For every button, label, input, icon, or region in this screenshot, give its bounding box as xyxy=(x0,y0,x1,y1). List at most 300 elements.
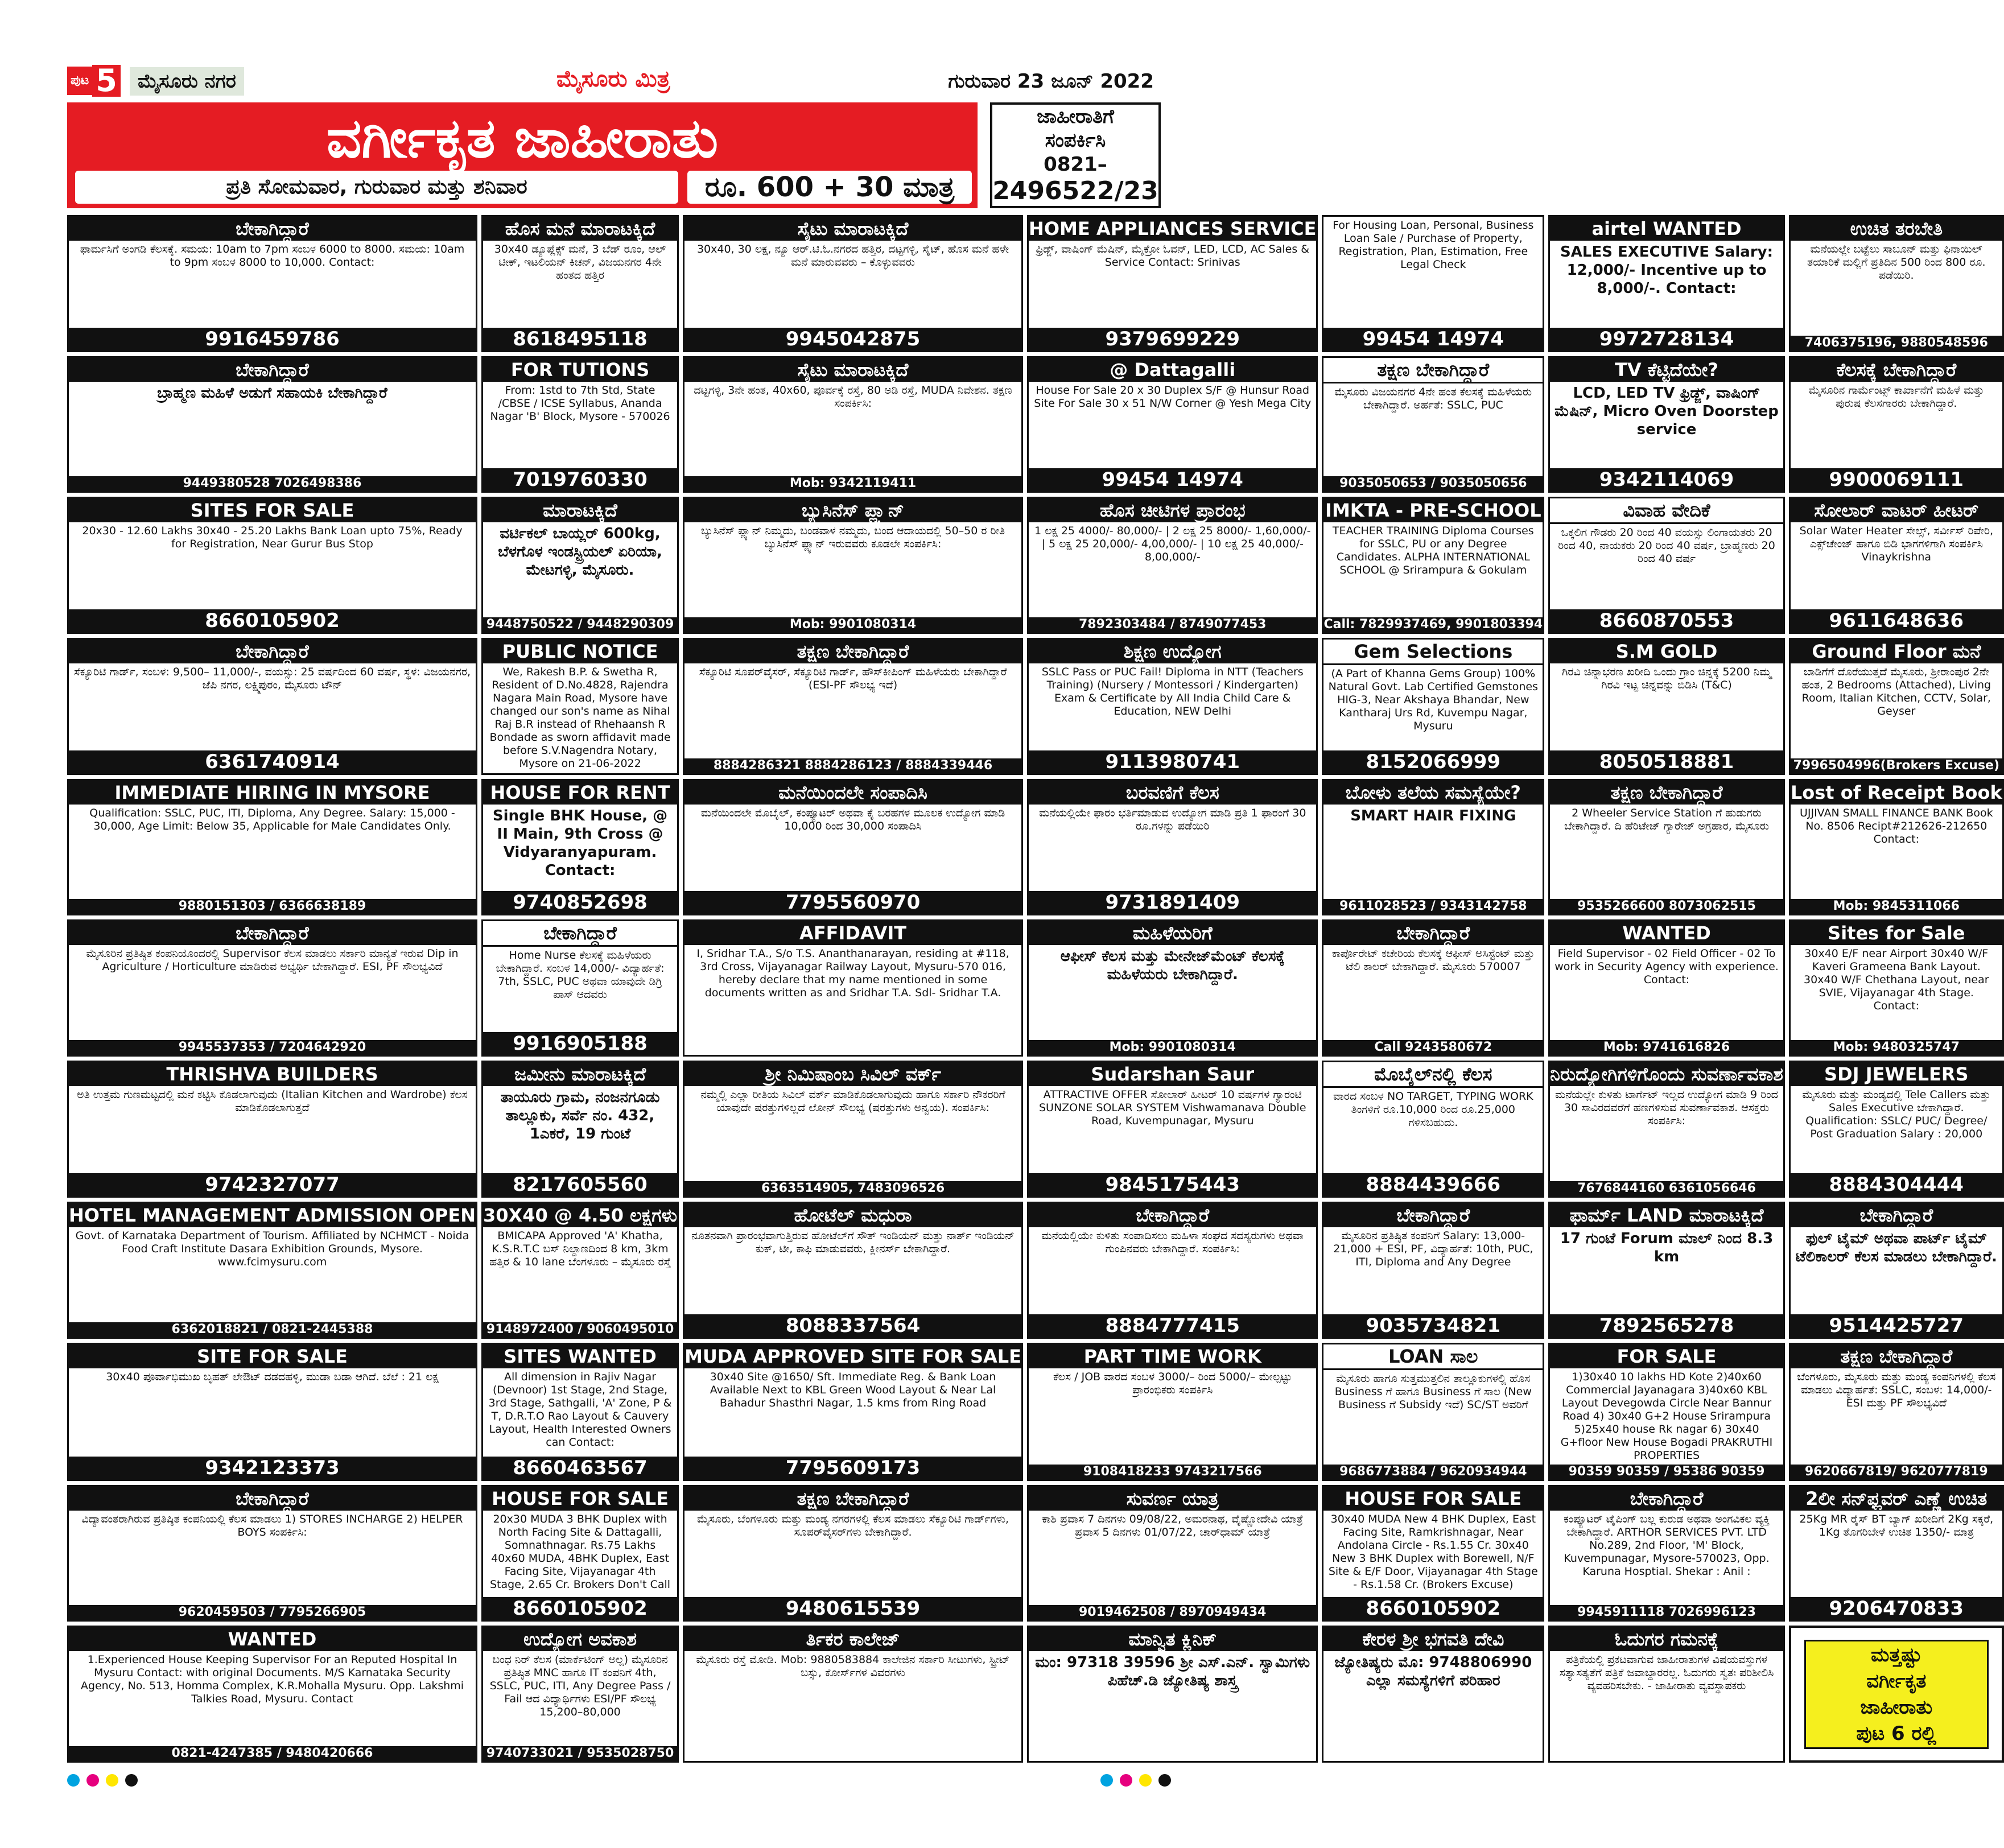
ad-body: ದಟ್ಟಗಳ್ಳಿ, 3ನೇ ಹಂತ, 40x60, ಪೂರ್ವಕ್ಕೆ ರಸ್ತೆ, 80 ಅಡಿ ರಸ್ತೆ, MUDA ನಿವೇಶನ. ತಕ್ಷಣ ಸಂಪರ್ಕಿಸಿ: xyxy=(694,383,1012,410)
ad-heading: ಬರವಣಿಗೆ ಕೆಲಸ xyxy=(1029,781,1316,805)
ad-body: ಮೈಸೂರು ವಿಜಯನಗರ 4ನೇ ಹಂತ ಕೆಲಸಕ್ಕೆ ಮಹಿಳೆಯರು ಬೇಕಾಗಿದ್ದಾರೆ. ಅರ್ಹತೆ: SSLC, PUC xyxy=(1334,385,1532,411)
ad-heading: ಉದ್ಯೋಗ ಅವಕಾಶ xyxy=(483,1627,677,1651)
ad-phone: 9945537353 / 7204642920 xyxy=(69,1040,476,1055)
ad-heading: AFFIDAVIT xyxy=(685,921,1021,945)
classified-ad xyxy=(1322,497,1544,634)
classified-ad xyxy=(1789,1202,2004,1339)
ad-phone: 9916905188 xyxy=(483,1032,677,1055)
ad-heading: SDJ JEWELERS xyxy=(1791,1062,2002,1086)
ad-body: ಜ್ಯೋತಿಷ್ಯರು ಮೊ: 9748806990 ಎಲ್ಲಾ ಸಮಸ್ಯೆಗಳಿಗೆ ಪರಿಹಾರ xyxy=(1334,1654,1532,1690)
ad-phone: 9742327077 xyxy=(69,1173,476,1196)
yellow-dot xyxy=(1139,1774,1152,1787)
classified-ad xyxy=(1548,1485,1785,1622)
classified-ad xyxy=(1548,1343,1785,1481)
ad-heading: ಬೇಕಾಗಿದ್ದಾರೆ xyxy=(69,921,476,945)
ad-phone: 90359 90359 / 95386 90359 xyxy=(1550,1465,1783,1479)
ad-phone: 8618495118 xyxy=(483,328,677,350)
ad-phone: 9035050653 / 9035050656 xyxy=(1323,476,1543,491)
ad-body: ಬ್ಯುಸಿನೆಸ್ ಪ್ಲ್ಯಾನ್ ನಿಮ್ಮದು, ಬಂಡವಾಳ ನಮ್ಮದು, ಬಂದ ಆದಾಯದಲ್ಲಿ 50–50 ರ ರೀತಿ ಬ್ಯುಸಿನೆಸ್ ಪ್ಲ್ಯಾನ್ ಇರುವವರು ಕೂಡಲೇ ಸಂಪರ್ಕಿಸಿ: xyxy=(701,525,1005,551)
classified-ad xyxy=(683,638,1023,775)
yellow-dot xyxy=(106,1774,118,1787)
promo-line: ಜಾಹೀರಾತು xyxy=(1860,1696,1933,1719)
ad-body: Solar Water Heater ಸೇಲ್ಸ್, ಸರ್ವೀಸ್ ರಿಪೇರಿ, ಎಕ್ಸ್‌ಚೇಂಜ್ ಹಾಗೂ ಬಿಡಿ ಭಾಗಗಳಿಗಾಗಿ ಸಂಪರ್ಕಿಸಿ Vinaykrishna xyxy=(1799,525,1994,564)
ad-phone: Mob: 9901080314 xyxy=(685,617,1021,632)
ad-heading: ಬೋಳು ತಲೆಯ ಸಮಸ್ಯೆಯೇ? xyxy=(1323,781,1543,805)
ad-heading: ಹೋಟೆಲ್ ಮಧುರಾ xyxy=(685,1203,1021,1227)
ad-phone: 8884777415 xyxy=(1029,1314,1316,1337)
classified-ad xyxy=(1027,497,1318,634)
ad-heading: ಫಾರ್ಮ್ LAND ಮಾರಾಟಕ್ಕಿದೆ xyxy=(1550,1203,1783,1227)
ad-heading: ತಕ್ಷಣ ಬೇಕಾಗಿದ್ದಾರೆ xyxy=(685,640,1021,663)
classified-ad xyxy=(1548,638,1785,775)
ad-body: TEACHER TRAINING Diploma Courses for SSLC, PU or any Degree Candidates. ALPHA INTERNATIONAL SCHOOL @ Srirampura & Gokulam xyxy=(1332,525,1534,577)
ad-body: ಬೆಂಗಳೂರು, ಮೈಸೂರು ಮತ್ತು ಮಂಡ್ಯ ಕಂಪನಿಗಳಲ್ಲಿ ಕೆಲಸ ಮಾಡಲು ವಿದ್ಯಾರ್ಹತೆ: SSLC, ಸಂಬಳ: 14,000/- ESI ಮತ್ತು PF ಸೌಲಭ್ಯವಿದೆ xyxy=(1797,1370,1996,1409)
ad-body: ನೂತನವಾಗಿ ಪ್ರಾರಂಭವಾಗುತ್ತಿರುವ ಹೋಟೆಲ್‌ಗೆ ಸೌತ್ ಇಂಡಿಯನ್ ಮತ್ತು ನಾರ್ತ್ ಇಂಡಿಯನ್ ಕುಕ್, ಟೀ, ಕಾಫಿ ಮಾಡುವವರು, ಕ್ಲೀನರ್ಸ್ ಬೇಕಾಗಿದ್ದಾರೆ. xyxy=(691,1229,1015,1255)
ad-heading: Sites for Sale xyxy=(1791,921,2002,945)
classified-ad xyxy=(1789,919,2004,1057)
ad-body: Qualification: SSLC, PUC, ITI, Diploma, Any Degree. Salary: 15,000 - 30,000, Age Limit: Below 35, Applicable for Male Candidates Only. xyxy=(89,806,455,832)
ad-heading: ಸುವರ್ಣ ಯಾತ್ರ xyxy=(1029,1487,1316,1511)
classified-ad xyxy=(1548,1626,1785,1763)
classified-ad xyxy=(683,215,1023,352)
ad-phone: 0821-4247385 / 9480420666 xyxy=(69,1746,476,1761)
ad-phone: 7892565278 xyxy=(1550,1314,1783,1337)
ad-phone: 9611648636 xyxy=(1791,609,2002,632)
ad-phone: 8152066999 xyxy=(1323,750,1543,773)
ad-phone: 8660105902 xyxy=(1323,1597,1543,1620)
black-dot xyxy=(1158,1774,1171,1787)
ad-heading: Lost of Receipt Book xyxy=(1790,781,2002,803)
ad-heading: SITES WANTED xyxy=(483,1344,677,1368)
classified-ad xyxy=(67,215,477,352)
classified-ad xyxy=(67,1485,477,1622)
ad-body: ಕಂಪ್ಯೂಟರ್ ಟೈಪಿಂಗ್ ಬಲ್ಲ ಕುರುಡ ಅಥವಾ ಅಂಗವಿಕಲ ವ್ಯಕ್ತಿ ಬೇಕಾಗಿದ್ದಾರೆ. ARTHOR SERVICES PVT. LTD No.289, 2nd Floor, 'M' Block, Kuvempunagar, Mysore-570023, Opp. Karuna Hosptial. Shekar : Anil : xyxy=(1564,1512,1770,1578)
ad-phone: 9620459503 / 7795266905 xyxy=(69,1605,476,1620)
contact-line-2: ಸಂಪರ್ಕಿಸಿ xyxy=(1045,129,1106,152)
ad-phone: 9900069111 xyxy=(1791,468,2002,491)
ad-body: SMART HAIR FIXING xyxy=(1350,807,1516,824)
classified-ad xyxy=(67,779,477,916)
classified-ad xyxy=(683,497,1023,634)
ad-phone: 9611028523 / 9343142758 xyxy=(1323,899,1543,914)
classified-ad xyxy=(1789,1343,2004,1481)
promo-line: ಮತ್ತಷ್ಟು xyxy=(1870,1643,1922,1666)
ad-phone: 9342123373 xyxy=(69,1457,476,1479)
newspaper-name: ಮೈಸೂರು ಮಿತ್ರ xyxy=(556,66,670,92)
ad-body: ಬಾಡಿಗೆಗೆ ದೊರೆಯುತ್ತದೆ ಮೈಸೂರು, ಶ್ರೀರಾಂಪುರ 2ನೇ ಹಂತ, 2 Bedrooms (Attached), Living Room, Italian Kitchen, CCTV, Solar, Geyser xyxy=(1801,666,1991,718)
classified-ad xyxy=(481,356,679,493)
ad-body: ಕಾಶಿ ಪ್ರವಾಸ 7 ದಿನಗಳು 09/08/22, ಅಮರನಾಥ, ವೈಷ್ಣೋದೇವಿ ಯಾತ್ರೆ ಪ್ರವಾಸ 5 ದಿನಗಳು 01/07/22, ಚಾರ್‌ಧಾಮ್ ಯಾತ್ರೆ xyxy=(1042,1512,1304,1538)
ad-phone: 99454 14974 xyxy=(1323,328,1543,350)
ad-heading: ಕೆಲಸಕ್ಕೆ ಬೇಕಾಗಿದ್ದಾರೆ xyxy=(1791,358,2002,382)
ad-heading: PUBLIC NOTICE xyxy=(483,640,677,663)
ad-heading: FOR TUTIONS xyxy=(483,358,677,382)
more-classifieds-promo xyxy=(1789,1626,2004,1763)
ad-phone: 8660105902 xyxy=(69,609,476,632)
ad-heading: HOUSE FOR SALE xyxy=(1323,1487,1543,1511)
ad-body: ಆಫೀಸ್ ಕೆಲಸ ಮತ್ತು ಮೇನೇಜ್‌ಮೆಂಟ್ ಕೆಲಸಕ್ಕೆ ಮಹಿಳೆಯರು ಬೇಕಾಗಿದ್ದಾರೆ. xyxy=(1060,948,1285,984)
classified-ad xyxy=(1322,919,1544,1057)
ad-body: SALES EXECUTIVE Salary: 12,000/- Incentive up to 8,000/-. Contact: xyxy=(1560,244,1773,297)
classified-ad xyxy=(1322,1626,1544,1763)
contact-phone: 2496522/23 xyxy=(992,176,1158,205)
ad-phone: Mob: 9901080314 xyxy=(1029,1040,1316,1055)
ad-body: 17 ಗುಂಟೆ Forum ಮಾಲ್ ನಿಂದ 8.3 km xyxy=(1560,1230,1774,1265)
ad-heading: ಮಾನ್ವಿತ ಕ್ಲಿನಿಕ್ xyxy=(1029,1627,1316,1651)
classified-ad xyxy=(67,497,477,634)
classified-ad xyxy=(481,1343,679,1481)
ad-body: ಒಕ್ಕಲಿಗ ಗೌಡರು 20 ರಿಂದ 40 ವಯಸ್ಸು ಲಿಂಗಾಯತರು 20 ರಿಂದ 40, ನಾಯಕರು 20 ರಿಂದ 40 ವರ್ಷ, ಬ್ರಾಹ್ಮಣರು 20 ರಿಂದ 40 ವರ್ಷ xyxy=(1558,526,1775,566)
classified-ad xyxy=(67,1061,477,1198)
classified-ad xyxy=(683,1626,1023,1763)
black-dot xyxy=(125,1774,138,1787)
classified-ad xyxy=(1548,497,1785,634)
ad-body: 25Kg MR ರೈಸ್ BT ಬ್ಯಾಗ್ ಖರೀದಿಗೆ 2Kg ಸಕ್ಕರೆ, 1Kg ತೊಗರಿಬೇಳೆ ಉಚಿತ 1350/- ಮಾತ್ರ xyxy=(1799,1512,1994,1538)
classified-ad xyxy=(683,356,1023,493)
classified-ad xyxy=(1027,1626,1318,1763)
classified-ad xyxy=(1027,1485,1318,1622)
classified-ad xyxy=(481,215,679,352)
ad-phone: 6363514905, 7483096526 xyxy=(685,1181,1021,1196)
ad-phone: 7019760330 xyxy=(483,468,677,491)
classified-ad xyxy=(1548,1061,1785,1198)
cyan-dot xyxy=(67,1774,80,1787)
ad-heading: SITES FOR SALE xyxy=(69,498,476,522)
ad-heading: ಸೈಟು ಮಾರಾಟಕ್ಕಿದೆ xyxy=(685,217,1021,241)
ad-heading: ತಕ್ಷಣ ಬೇಕಾಗಿದ್ದಾರೆ xyxy=(1323,358,1543,383)
ad-body: 1 ಲಕ್ಷ 25 4000/- 80,000/- | 2 ಲಕ್ಷ 25 8000/- 1,60,000/- | 5 ಲಕ್ಷ 25 20,000/- 4,00,000/- | 10 ಲಕ್ಷ 25 40,000/- 8,00,000/- xyxy=(1034,525,1311,564)
ad-phone: 9449380528 7026498386 xyxy=(69,476,476,491)
ad-phone: 8884304444 xyxy=(1791,1173,2002,1196)
ad-phone: 9342114069 xyxy=(1550,468,1783,491)
ad-heading: FOR SALE xyxy=(1550,1344,1783,1368)
promo-line: ವರ್ಗೀಕೃತ xyxy=(1866,1669,1927,1693)
ad-phone: Call: 7829937469, 9901803394 xyxy=(1323,617,1543,632)
classified-ad xyxy=(1548,215,1785,352)
classified-ad xyxy=(1027,356,1318,493)
classified-ad xyxy=(1789,779,2004,916)
contact-line-3: 0821– xyxy=(1044,153,1107,176)
ad-phone: 6361740914 xyxy=(69,750,476,773)
ad-phone: 9148972400 / 9060495010 xyxy=(483,1322,677,1337)
ad-heading: ಬೇಕಾಗಿದ್ದಾರೆ xyxy=(1029,1203,1316,1227)
ad-heading: ಬೇಕಾಗಿದ್ದಾರೆ xyxy=(1550,1487,1783,1511)
ad-body: UJJIVAN SMALL FINANCE BANK Book No. 8506 Recipt#212626-212650 Contact: xyxy=(1799,806,1993,845)
ad-heading: S.M GOLD xyxy=(1550,640,1783,663)
ad-phone: 8884286321 8884286123 / 8884339446 xyxy=(685,758,1021,773)
ad-body: ಮನೆಯಲ್ಲೇ ಬಟ್ಟೆಲು ಸಾಬೂನ್ ಮತ್ತು ಫಿನಾಯಿಲ್ ತಯಾರಿಕೆ ಮಲ್ಲಿಗೆ ಪ್ರತಿದಿನ 500 ರಿಂದ 800 ರೂ. ಪಡೆಯಿರಿ. xyxy=(1807,243,1986,282)
ad-heading: Sudarshan Saur xyxy=(1029,1062,1316,1086)
ad-phone: 9686773884 / 9620934944 xyxy=(1323,1465,1543,1479)
classified-ad xyxy=(67,1202,477,1339)
classified-ad xyxy=(481,638,679,775)
promo-panel xyxy=(1804,1640,1989,1749)
ad-heading: ಬೇಕಾಗಿದ್ದಾರೆ xyxy=(1323,1203,1543,1227)
classified-ad xyxy=(1548,356,1785,493)
ad-body: 30x40 Site @1650/ Sft. Immediate Reg. & Bank Loan Available Next to KBL Green Wood Layout & Near Lal Bahadur Shasthri Nagar, 1.5 kms from Ring Road xyxy=(710,1370,996,1409)
ad-heading: ಮಹಿಳೆಯರಿಗೆ xyxy=(1029,921,1316,945)
ad-heading: HOTEL MANAGEMENT ADMISSION OPEN xyxy=(69,1204,476,1226)
magenta-dot xyxy=(86,1774,99,1787)
ad-body: I, Sridhar T.A., S/o T.S. Ananthanarayan, residing at #118, 3rd Cross, Vijayanagar Railway Layout, Mysuru-570 016, hereby declare that my name mentioned in some documents written as and Sridhar T.A. Sdl- Sridhar T.A. xyxy=(696,947,1009,1000)
ad-body: ಮನೆಯಲ್ಲಿಯೇ ಫಾರಂ ಭರ್ತಿಮಾಡುವ ಉದ್ಯೋಗ ಮಾಡಿ ಪ್ರತಿ 1 ಫಾರಂಗೆ 30 ರೂ.ಗಳನ್ನು ಪಡೆಯಿರಿ xyxy=(1039,806,1306,832)
ad-phone: 9535266600 8073062515 xyxy=(1550,899,1783,914)
ad-heading: TV ಕೆಟ್ಟಿದೆಯೇ? xyxy=(1550,358,1783,382)
ad-body: ಮೈಸೂರಿನ ಪ್ರತಿಷ್ಠಿತ ಕಂಪನಿಗೆ Salary: 13,000-21,000 + ESI, PF, ವಿದ್ಯಾರ್ಹತೆ: 10th, PUC, ITI, Diploma and Any Degree xyxy=(1333,1229,1533,1268)
classified-ad xyxy=(1548,919,1785,1057)
ad-body: 1.Experienced House Keeping Supervisor For an Reputed Hospital In Mysuru Contact: with original Documents. M/S Karnataka Security Agency, No. 513, Homma Complex, K.R.Mohalla Mysuru. Opp. Lakshmi Talkies Road, Mysuru. Contact xyxy=(80,1653,464,1706)
page-number-badge xyxy=(67,65,119,97)
ad-heading: MUDA APPROVED SITE FOR SALE xyxy=(685,1345,1022,1367)
classified-ad xyxy=(1322,1202,1544,1339)
ad-phone: Mob: 9342119411 xyxy=(685,476,1021,491)
ad-heading: Gem Selections xyxy=(1323,640,1543,665)
ad-heading: HOUSE FOR SALE xyxy=(483,1487,677,1511)
ad-heading: WANTED xyxy=(69,1627,476,1651)
ad-heading: ಬ್ಯುಸಿನೆಸ್ ಪ್ಲ್ಯಾನ್ xyxy=(685,498,1021,522)
ad-body: ಕಾರ್ಪೊರೇಟ್ ಕಚೇರಿಯ ಕೆಲಸಕ್ಕೆ ಆಫೀಸ್ ಅಸಿಸ್ಟೆಂಟ್ ಮತ್ತು ಟೆಲಿ ಕಾಲರ್ ಬೇಕಾಗಿದ್ದಾರೆ. ಮೈಸೂರು 570007 xyxy=(1331,947,1535,974)
ad-heading: ತಕ್ಷಣ ಬೇಕಾಗಿದ್ದಾರೆ xyxy=(1550,781,1783,805)
ad-phone: 9740733021 / 9535028750 xyxy=(483,1746,677,1761)
ad-body: All dimension in Rajiv Nagar (Devnoor) 1st Stage, 2nd Stage, 3rd Stage, Sathgalli, 'A' Zone, P & T, D.R.T.O Rao Layout & Cauvery Layout, Health Interested Owners can Contact: xyxy=(488,1370,672,1449)
issue-date: ಗುರುವಾರ 23 ಜೂನ್ 2022 xyxy=(948,70,1154,93)
ad-heading: ಶ್ರೀ ನಿಮಿಷಾಂಬ ಸಿವಿಲ್ ವರ್ಕ್ xyxy=(685,1062,1021,1086)
ad-heading: ಸೈಟು ಮಾರಾಟಕ್ಕಿದೆ xyxy=(685,358,1021,382)
ad-body: 30x40 MUDA New 4 BHK Duplex, East Facing Site, Ramkrishnagar, Near Andolana Circle - Rs.1.55 Cr. 30x40 New 3 BHK Duplex with Borewell, N/F Site & E/F Door, Vijayanagar 4th Stage - Rs.1.58 Cr. (Brokers Excuse) xyxy=(1328,1512,1538,1591)
ad-phone: 9620667819/ 9620777819 xyxy=(1791,1465,2002,1479)
ad-phone: 9206470833 xyxy=(1791,1597,2002,1620)
ad-body: 2 Wheeler Service Station ಗೆ ಹುಡುಗರು ಬೇಕಾಗಿದ್ದಾರೆ. ದಿ ಹೆರಿಟೇಜ್ ಗ್ಯಾರೇಜ್ ಅಗ್ರಹಾರ, ಮೈಸೂರು xyxy=(1564,806,1769,832)
ad-body: ಗಿರವಿ ಚಿನ್ನಾಭರಣ ಖರೀದಿ ಒಂದು ಗ್ರಾಂ ಚಿನ್ನಕ್ಕೆ 5200 ನಿಮ್ಮ ಗಿರವಿ ಇಟ್ಟ ಚಿನ್ನವನ್ನು ಬಿಡಿಸಿ (T&C) xyxy=(1562,666,1772,692)
ad-heading: IMMEDIATE HIRING IN MYSORE xyxy=(69,781,476,805)
ad-body: From: 1std to 7th Std, State /CBSE / ICSE Syllabus, Ananda Nagar 'B' Block, Mysore - 570026 xyxy=(490,383,670,423)
ad-heading: ವಿವಾಹ ವೇದಿಕೆ xyxy=(1550,498,1783,524)
masthead xyxy=(67,61,1160,98)
ad-heading: ಮನೆಯಿಂದಲೇ ಸಂಪಾದಿಸಿ xyxy=(685,781,1021,805)
ad-phone: 8088337564 xyxy=(685,1314,1021,1337)
ad-heading: ಕೇರಳ ಶ್ರೀ ಭಗವತಿ ದೇವಿ xyxy=(1323,1627,1543,1651)
classified-ad xyxy=(1027,215,1318,352)
classified-ad xyxy=(683,1485,1023,1622)
ad-phone: 8660105902 xyxy=(483,1597,677,1620)
ad-phone: 9480615539 xyxy=(685,1597,1021,1620)
classified-ad xyxy=(683,1343,1023,1481)
classified-ad xyxy=(1789,1061,2004,1198)
classified-ad xyxy=(481,1202,679,1339)
ad-phone: 7892303484 / 8749077453 xyxy=(1029,617,1316,632)
ad-body: Single BHK House, @ II Main, 9th Cross @ Vidyaranyapuram. Contact: xyxy=(492,807,668,879)
classified-ad xyxy=(1322,779,1544,916)
ad-heading: 30X40 @ 4.50 ಲಕ್ಷಗಳು xyxy=(483,1204,678,1226)
ad-body: ಕೆಲಸ / JOB ವಾರದ ಸಂಬಳ 3000/– ರಿಂದ 5000/– ಮೇಲ್ಪಟ್ಟು ಪ್ರಾರಂಭಿಕರು ಸಂಪರ್ಕಿಸಿ xyxy=(1053,1370,1292,1396)
ad-body: ಸೆಕ್ಯೂರಿಟಿ ಗಾರ್ಡ್, ಸಂಬಳ: 9,500– 11,000/-, ವಯಸ್ಸು: 25 ವರ್ಷದಿಂದ 60 ವರ್ಷ, ಸ್ಥಳ: ವಿಜಯನಗರ, ಜೆಪಿ ನಗರ, ಲಕ್ಷ್ಮಿಪುರಂ, ಮೈಸೂರು ಟೌನ್ xyxy=(73,666,471,692)
ad-body: 30x40, 30 ಲಕ್ಷ, ನ್ಯೂ ಆರ್.ಟಿ.ಓ.ನಗರದ ಹತ್ತಿರ, ದಟ್ಟಗಳ್ಳಿ, ಸೈಟ್, ಹೊಸ ಮನೆ ಹಳೇ ಮನೆ ಮಾರುವವರು – ಕೊಳ್ಳುವವರು xyxy=(696,243,1009,269)
classified-ad xyxy=(67,919,477,1057)
ad-heading: ಬೇಕಾಗಿದ್ದಾರೆ xyxy=(69,358,476,382)
classified-ad xyxy=(683,1061,1023,1198)
ad-contact-box xyxy=(990,102,1161,208)
ad-body: ತಾಯೂರು ಗ್ರಾಮ, ನಂಜನಗೂಡು ತಾಲ್ಲೂಕು, ಸರ್ವೆ ನಂ. 432, 1ಎಕರೆ, 19 ಗುಂಟೆ xyxy=(500,1089,660,1143)
ad-body: House For Sale 20 x 30 Duplex S/F @ Hunsur Road Site For Sale 30 x 51 N/W Corner @ Yesh Mega City xyxy=(1034,383,1312,410)
ad-heading: ತಕ್ಷಣ ಬೇಕಾಗಿದ್ದಾರೆ xyxy=(685,1487,1021,1511)
classified-ad xyxy=(1789,356,2004,493)
ad-body: ಮೈಸೂರು ಹಾಗೂ ಸುತ್ತಮುತ್ತಲಿನ ತಾಲ್ಲೂಕುಗಳಲ್ಲಿ ಹೊಸ Business ಗೆ ಹಾಗೂ Business ಗೆ ಸಾಲ (New Business ಗೆ Subsidy ಇದೆ) SC/ST ಅವರಿಗೆ xyxy=(1334,1372,1532,1411)
classified-ad xyxy=(1789,497,2004,634)
ad-heading: ಬೇಕಾಗಿದ್ದಾರೆ xyxy=(69,217,476,241)
classified-ad xyxy=(1789,215,2004,352)
ad-phone: 7996504996(Brokers Excuse) xyxy=(1791,758,2002,773)
ad-heading: PART TIME WORK xyxy=(1029,1344,1316,1368)
ad-body: ವಾರದ ಸಂಬಳ NO TARGET, TYPING WORK ತಿಂಗಳಿಗೆ ರೂ.10,000 ರಿಂದ ರೂ.25,000 ಗಳಿಸಬಹುದು. xyxy=(1333,1090,1533,1129)
classified-ad xyxy=(1027,919,1318,1057)
ad-body: ಮಂ: 97318 39596 ಶ್ರೀ ಎಸ್.ಎನ್. ಸ್ವಾಮಿಗಳು ಪಿಹೆಚ್.ಡಿ ಜ್ಯೋತಿಷ್ಯ ಶಾಸ್ತ್ರ xyxy=(1035,1654,1310,1690)
ad-heading: HOME APPLIANCES SERVICE xyxy=(1029,218,1317,240)
ad-body: ಮೈಸೂರು ಮತ್ತು ಮಂಡ್ಯದಲ್ಲಿ Tele Callers ಮತ್ತು Sales Executive ಬೇಕಾಗಿದ್ದಾರೆ. Qualification: SSLC/ PUC/ Degree/ Post Graduation Salary : 20,000 xyxy=(1802,1088,1991,1141)
classified-ad xyxy=(481,919,679,1057)
ad-body: SSLC Pass or PUC Fail! Diploma in NTT (Teachers Training) (Nursery / Montessori / Kindergarten) Exam & Certificate by All India Child Care & Education, NEW Delhi xyxy=(1041,666,1304,718)
ad-heading: ರ್ತಿಕರ ಕಾಲೇಜ್ xyxy=(685,1627,1021,1651)
page-label: ಪುಟ xyxy=(67,67,92,95)
ad-body: BMICAPA Approved 'A' Khatha, K.S.R.T.C ಬಸ್ ನಿಲ್ದಾಣದಿಂದ 8 km, 3km ಹತ್ತಿರ & 10 lane ಬೆಂಗಳೂರು – ಮೈಸೂರು ರಸ್ತೆ xyxy=(489,1229,671,1268)
ad-phone: 9845175443 xyxy=(1029,1173,1316,1196)
classified-ad xyxy=(481,497,679,634)
ad-phone: Mob: 9845311066 xyxy=(1791,899,2002,914)
ad-body: ಬ್ರಾಹ್ಮಣ ಮಹಿಳೆ ಅಡುಗೆ ಸಹಾಯಕಿ ಬೇಕಾಗಿದ್ದಾರೆ xyxy=(157,384,387,402)
ad-body: ಫುಲ್ ಟೈಮ್ ಅಥವಾ ಪಾರ್ಟ್ ಟೈಮ್ ಟೆಲಿಕಾಲರ್ ಕೆಲಸ ಮಾಡಲು ಬೇಕಾಗಿದ್ದಾರೆ. xyxy=(1795,1230,1997,1265)
ad-body: ಮೈಸೂರು ರಸ್ತೆ ಮೋಡಿ. Mob: 9880583884 ಕಾಲೇಜಿನ ಸರ್ಕಾರಿ ಸೀಟುಗಳು, ಸ್ಟ್ರೀಟ್ ಬಸ್ಸು, ಕೋರ್ಸ್‌ಗಳ ವಿವರಗಳು xyxy=(696,1653,1010,1680)
banner-price: ರೂ. 600 + 30 ಮಾತ್ರ xyxy=(687,171,972,204)
ad-heading: ಉಚಿತ ತರಬೇತಿ xyxy=(1791,217,2002,241)
ad-body: ಮೈಸೂರಿನ ಪ್ರತಿಷ್ಠಿತ ಕಂಪನಿಯೊಂದರಲ್ಲಿ Supervisor ಕೆಲಸ ಮಾಡಲು ಸರ್ಕಾರಿ ಮಾನ್ಯತೆ ಇರುವ Dip in Agriculture / Horticulture ಮಾಡಿರುವ ಅಭ್ಯರ್ಥಿ ಬೇಕಾಗಿದ್ದಾರೆ. ESI, PF ಸೌಲಭ್ಯವಿದೆ xyxy=(86,947,459,974)
ad-body: ಮೈಸೂರಿನ ಗಾರ್ಮೆಂಟ್ಸ್ ಕಾರ್ಖಾನೆಗೆ ಮಹಿಳೆ ಮತ್ತು ಪುರುಷ ಕೆಲಸಗಾರರು ಬೇಕಾಗಿದ್ದಾರೆ. xyxy=(1808,383,1984,410)
ad-heading: ಬೇಕಾಗಿದ್ದಾರೆ xyxy=(1323,921,1543,945)
ad-phone: 8050518881 xyxy=(1550,750,1783,773)
ad-heading: ಮಾರಾಟಕ್ಕಿದೆ xyxy=(483,498,677,522)
classified-ad xyxy=(683,779,1023,916)
ad-heading: ಬೇಕಾಗಿದ್ದಾರೆ xyxy=(1791,1203,2002,1227)
ad-phone: 7795609173 xyxy=(685,1457,1021,1479)
classified-ad xyxy=(1322,1485,1544,1622)
ad-heading: THRISHVA BUILDERS xyxy=(69,1062,476,1086)
ad-phone: 9731891409 xyxy=(1029,891,1316,914)
ad-heading: ಹೊಸ ಮನೆ ಮಾರಾಟಕ್ಕಿದೆ xyxy=(483,217,677,241)
ad-heading: 2ಲೀ ಸನ್‌ಫ್ಲವರ್ ಎಣ್ಣೆ ಉಚಿತ xyxy=(1791,1487,2002,1511)
section-title: ಮೈಸೂರು ನಗರ xyxy=(130,67,244,96)
ad-body: ಬಂಧ ನಿರ್ ಕೆಲಸ (ಮಾರ್ಕೆಟಿಂಗ್ ಅಲ್ಲ) ಮೈಸೂರಿನ ಪ್ರತಿಷ್ಠಿತ MNC ಹಾಗೂ IT ಕಂಪನಿಗೆ 4th, SSLC, PUC, ITI, Any Degree Pass / Fail ಆದ ವಿದ್ಯಾರ್ಥಿಗಳು ESI/PF ಸೌಲಭ್ಯ 15,200–80,000 xyxy=(489,1653,671,1719)
ad-phone: 9945911118 7026996123 xyxy=(1550,1605,1783,1620)
classified-ad xyxy=(683,919,1023,1057)
ad-heading: ಮೊಬೈಲ್‌ನಲ್ಲಿ ಕೆಲಸ xyxy=(1323,1062,1543,1088)
cyan-dot xyxy=(1100,1774,1113,1787)
classified-ad xyxy=(1027,1202,1318,1339)
classified-ad xyxy=(67,1343,477,1481)
banner-title: ವರ್ಗೀಕೃತ ಜಾಹೀರಾತು xyxy=(326,106,719,170)
classified-ad xyxy=(67,356,477,493)
promo-line: ಪುಟ 6 ರಲ್ಲಿ xyxy=(1856,1722,1937,1745)
ad-body: ಪತ್ರಿಕೆಯಲ್ಲಿ ಪ್ರಕಟವಾಗುವ ಜಾಹೀರಾತುಗಳ ವಿಷಯವಸ್ತುಗಳ ಸತ್ಯಾಸತ್ಯತೆಗೆ ಪತ್ರಿಕೆ ಜವಾಬ್ದಾರರಲ್ಲ. ಓದುಗರು ಸ್ವತಃ ಪರಿಶೀಲಿಸಿ ವ್ಯವಹರಿಸಬೇಕು. - ಜಾಹೀರಾತು ವ್ಯವಸ್ಥಾಪಕರು xyxy=(1559,1653,1774,1693)
classified-ad xyxy=(67,1626,477,1763)
ad-phone: 9945042875 xyxy=(685,328,1021,350)
ad-phone: Mob: 9741616826 xyxy=(1550,1040,1783,1055)
ad-heading: ಬೇಕಾಗಿದ್ದಾರೆ xyxy=(483,921,677,947)
classified-ad xyxy=(481,1626,679,1763)
classified-ad xyxy=(481,1485,679,1622)
ad-heading: ಬೇಕಾಗಿದ್ದಾರೆ xyxy=(69,640,476,663)
ad-body: Home Nurse ಕೆಲಸಕ್ಕೆ ಮಹಿಳೆಯರು ಬೇಕಾಗಿದ್ದಾರೆ. ಸಂಬಳ 14,000/- ವಿದ್ಯಾರ್ಹತೆ: 7th, SSLC, PUC ಅಥವಾ ಯಾವುದೇ ಡಿಗ್ರಿ ಪಾಸ್ ಆದವರು xyxy=(496,949,665,1001)
classified-ad xyxy=(1322,1343,1544,1481)
ad-body: ವಿದ್ಯಾವಂತರಾಗಿರುವ ಪ್ರತಿಷ್ಠಿತ ಕಂಪನಿಯಲ್ಲಿ ಕೆಲಸ ಮಾಡಲು 1) STORES INCHARGE 2) HELPER BOYS ಸಂಪರ್ಕಿಸಿ: xyxy=(81,1512,463,1538)
ad-phone: 9740852698 xyxy=(483,891,677,914)
classified-ad xyxy=(1789,1485,2004,1622)
ad-heading: ಶಿಕ್ಷಣ ಉದ್ಯೋಗ xyxy=(1029,640,1316,663)
contact-line-1: ಜಾಹೀರಾತಿಗೆ xyxy=(1037,105,1114,128)
ad-body: ಫಾರ್ಮಸಿಗೆ ಅಂಗಡಿ ಕೆಲಸಕ್ಕೆ. ಸಮಯ: 10am to 7pm ಸಂಬಳ 6000 to 8000. ಸಮಯ: 10am to 9pm ಸಂಬಳ 8000 to 10,000. Contact: xyxy=(80,243,465,269)
classified-ad xyxy=(1322,638,1544,775)
classified-ad xyxy=(1027,779,1318,916)
ad-phone: 9108418233 9743217566 xyxy=(1029,1465,1316,1479)
ad-phone: 8217605560 xyxy=(483,1173,677,1196)
ad-heading: ಸೋಲಾರ್ ವಾಟರ್ ಹೀಟರ್ xyxy=(1791,498,2002,522)
classified-ad xyxy=(1322,1061,1544,1198)
ad-phone: Mob: 9480325747 xyxy=(1791,1040,2002,1055)
ad-phone: 9880151303 / 6366638189 xyxy=(69,899,476,914)
ad-heading: IMKTA - PRE-SCHOOL xyxy=(1323,498,1543,522)
ad-heading: ನಿರುದ್ಯೋಗಿಗಳಿಗೊಂದು ಸುವರ್ಣಾವಕಾಶ xyxy=(1550,1063,1783,1086)
classified-ad xyxy=(1027,638,1318,775)
ad-phone: 7406375196, 9880548596 xyxy=(1791,336,2002,350)
ad-heading: airtel WANTED xyxy=(1550,217,1783,241)
ad-body: 30x40 ಪೂರ್ವಾಭಿಮುಖ ಬೃಹತ್ ಲೇಔಟ್ ದಡದಹಳ್ಳಿ, ಮುಡಾ ಬಡಾ ಆಗಿದೆ. ಬೆಲೆ : 21 ಲಕ್ಷ xyxy=(106,1370,439,1383)
ad-heading: ಹೊಸ ಚೀಟಿಗಳ ಪ್ರಾರಂಭ xyxy=(1029,498,1316,522)
ad-body: ಮೈಸೂರು, ಬೆಂಗಳೂರು ಮತ್ತು ಮಂಡ್ಯ ನಗರಗಳಲ್ಲಿ ಕೆಲಸ ಮಾಡಲು ಸೆಕ್ಯೂರಿಟಿ ಗಾರ್ಡ್‌ಗಳು, ಸೂಪರ್‌ವೈಸರ್‌ಗಳು ಬೇಕಾಗಿದ್ದಾರೆ. xyxy=(697,1512,1009,1538)
banner-schedule: ಪ್ರತಿ ಸೋಮವಾರ, ಗುರುವಾರ ಮತ್ತು ಶನಿವಾರ xyxy=(75,171,678,204)
ad-heading: WANTED xyxy=(1550,921,1783,945)
ad-heading: Ground Floor ಮನೆ xyxy=(1791,640,2002,663)
ad-body: 1)30x40 10 lakhs HD Kote 2)40x60 Commercial Jayanagara 3)40x60 KBL Layout Devegowda Circle Near Bannur Road 4) 30x40 G+2 House Srirampura 5)25x40 house Rk nagar 6) 30x40 G+floor New House Bogadi PRAKRUTHI PROPERTIES xyxy=(1560,1370,1773,1462)
registration-dots-right xyxy=(1100,1774,1171,1788)
ad-body: ವರ್ಟಿಕಲ್ ಬಾಯ್ಲರ್ 600kg, ಬೆಳಗೊಳ ಇಂಡಸ್ಟ್ರಿಯಲ್ ಏರಿಯಾ, ಮೇಟಗಳ್ಳಿ, ಮೈಸೂರು. xyxy=(498,525,662,579)
classified-ad xyxy=(1789,638,2004,775)
classified-ad xyxy=(1548,1202,1785,1339)
ad-body: 30x40 E/F near Airport 30x40 W/F Kaveri Grameena Bank Layout. 30x40 W/F Chethana Layout, near SVIE, Vijayanagar 4th Stage. Contact: xyxy=(1804,947,1989,1013)
classified-ad xyxy=(1027,1343,1318,1481)
registration-dots-left xyxy=(67,1774,138,1788)
ad-heading: HOUSE FOR RENT xyxy=(483,781,677,805)
classified-ad xyxy=(481,1061,679,1198)
ad-body: ಸೆಕ್ಯೂರಿಟಿ ಸೂಪರ್‌ವೈಸರ್, ಸೆಕ್ಯೂರಿಟಿ ಗಾರ್ಡ್, ಹೌಸ್‌ಕೀಪಿಂಗ್ ಮಹಿಳೆಯರು ಬೇಕಾಗಿದ್ದಾರೆ (ESI-PF ಸೌಲಭ್ಯ ಇದೆ) xyxy=(699,666,1007,692)
classified-ad xyxy=(1548,779,1785,916)
ad-phone: 8884439666 xyxy=(1323,1173,1543,1196)
ad-body: 20x30 MUDA 3 BHK Duplex with North Facing Site & Dattagalli, Somnathnagar. Rs.75 Lakhs 40x60 MUDA, 4BHK Duplex, East Facing Site, Vijayanagar 4th Stage, 2.65 Cr. Brokers Don't Call xyxy=(490,1512,671,1591)
ad-heading: LOAN ಸಾಲ xyxy=(1323,1344,1543,1370)
ad-body: 20x30 - 12.60 Lakhs 30x40 - 25.20 Lakhs Bank Loan upto 75%, Ready for Registration, Near Gurur Bus Stop xyxy=(82,525,463,551)
ad-phone: 9379699229 xyxy=(1029,328,1316,350)
ad-body: 30x40 ಡ್ಯೂಪ್ಲೆಕ್ಸ್ ಮನೆ, 3 ಬೆಡ್ ರೂಂ, ಆಲ್ ಟೀಕ್, ಇಟಲಿಯನ್ ಕಿಚನ್, ವಿಜಯನಗರ 4ನೇ ಹಂತದ ಹತ್ತಿರ xyxy=(494,243,666,282)
classified-ad xyxy=(1322,356,1544,493)
ad-heading: ಓದುಗರ ಗಮನಕ್ಕೆ xyxy=(1550,1627,1783,1651)
ad-heading: ಜಮೀನು ಮಾರಾಟಕ್ಕಿದೆ xyxy=(483,1062,677,1086)
ad-phone: 8660870553 xyxy=(1550,609,1783,632)
ad-phone: 9448750522 / 9448290309 xyxy=(483,617,677,632)
ad-body: ಮನೆಯಲ್ಲೇ ಕುಳಿತು ಟಾರ್ಗೆಟ್ ಇಲ್ಲದ ಉದ್ಯೋಗ ಮಾಡಿ 9 ರಿಂದ 30 ಸಾವಿರದವರೆಗೆ ಹಣಗಳಿಸುವ ಸುವರ್ಣಾವಕಾಶ. ಆಸಕ್ತರು ಸಂಪರ್ಕಿಸಿ: xyxy=(1555,1088,1778,1128)
magenta-dot xyxy=(1120,1774,1132,1787)
ad-body: (A Part of Khanna Gems Group) 100% Natural Govt. Lab Certified Gemstones HIG-3, Near Akshaya Bhandar, New Kantharaj Urs Rd, Kuvempu Nagar, Mysuru xyxy=(1328,667,1538,733)
ad-phone: 9035734821 xyxy=(1323,1314,1543,1337)
ad-phone: 9113980741 xyxy=(1029,750,1316,773)
ad-phone: 9972728134 xyxy=(1550,328,1783,350)
ad-phone: 8660463567 xyxy=(483,1457,677,1479)
ad-phone: 9916459786 xyxy=(69,328,476,350)
